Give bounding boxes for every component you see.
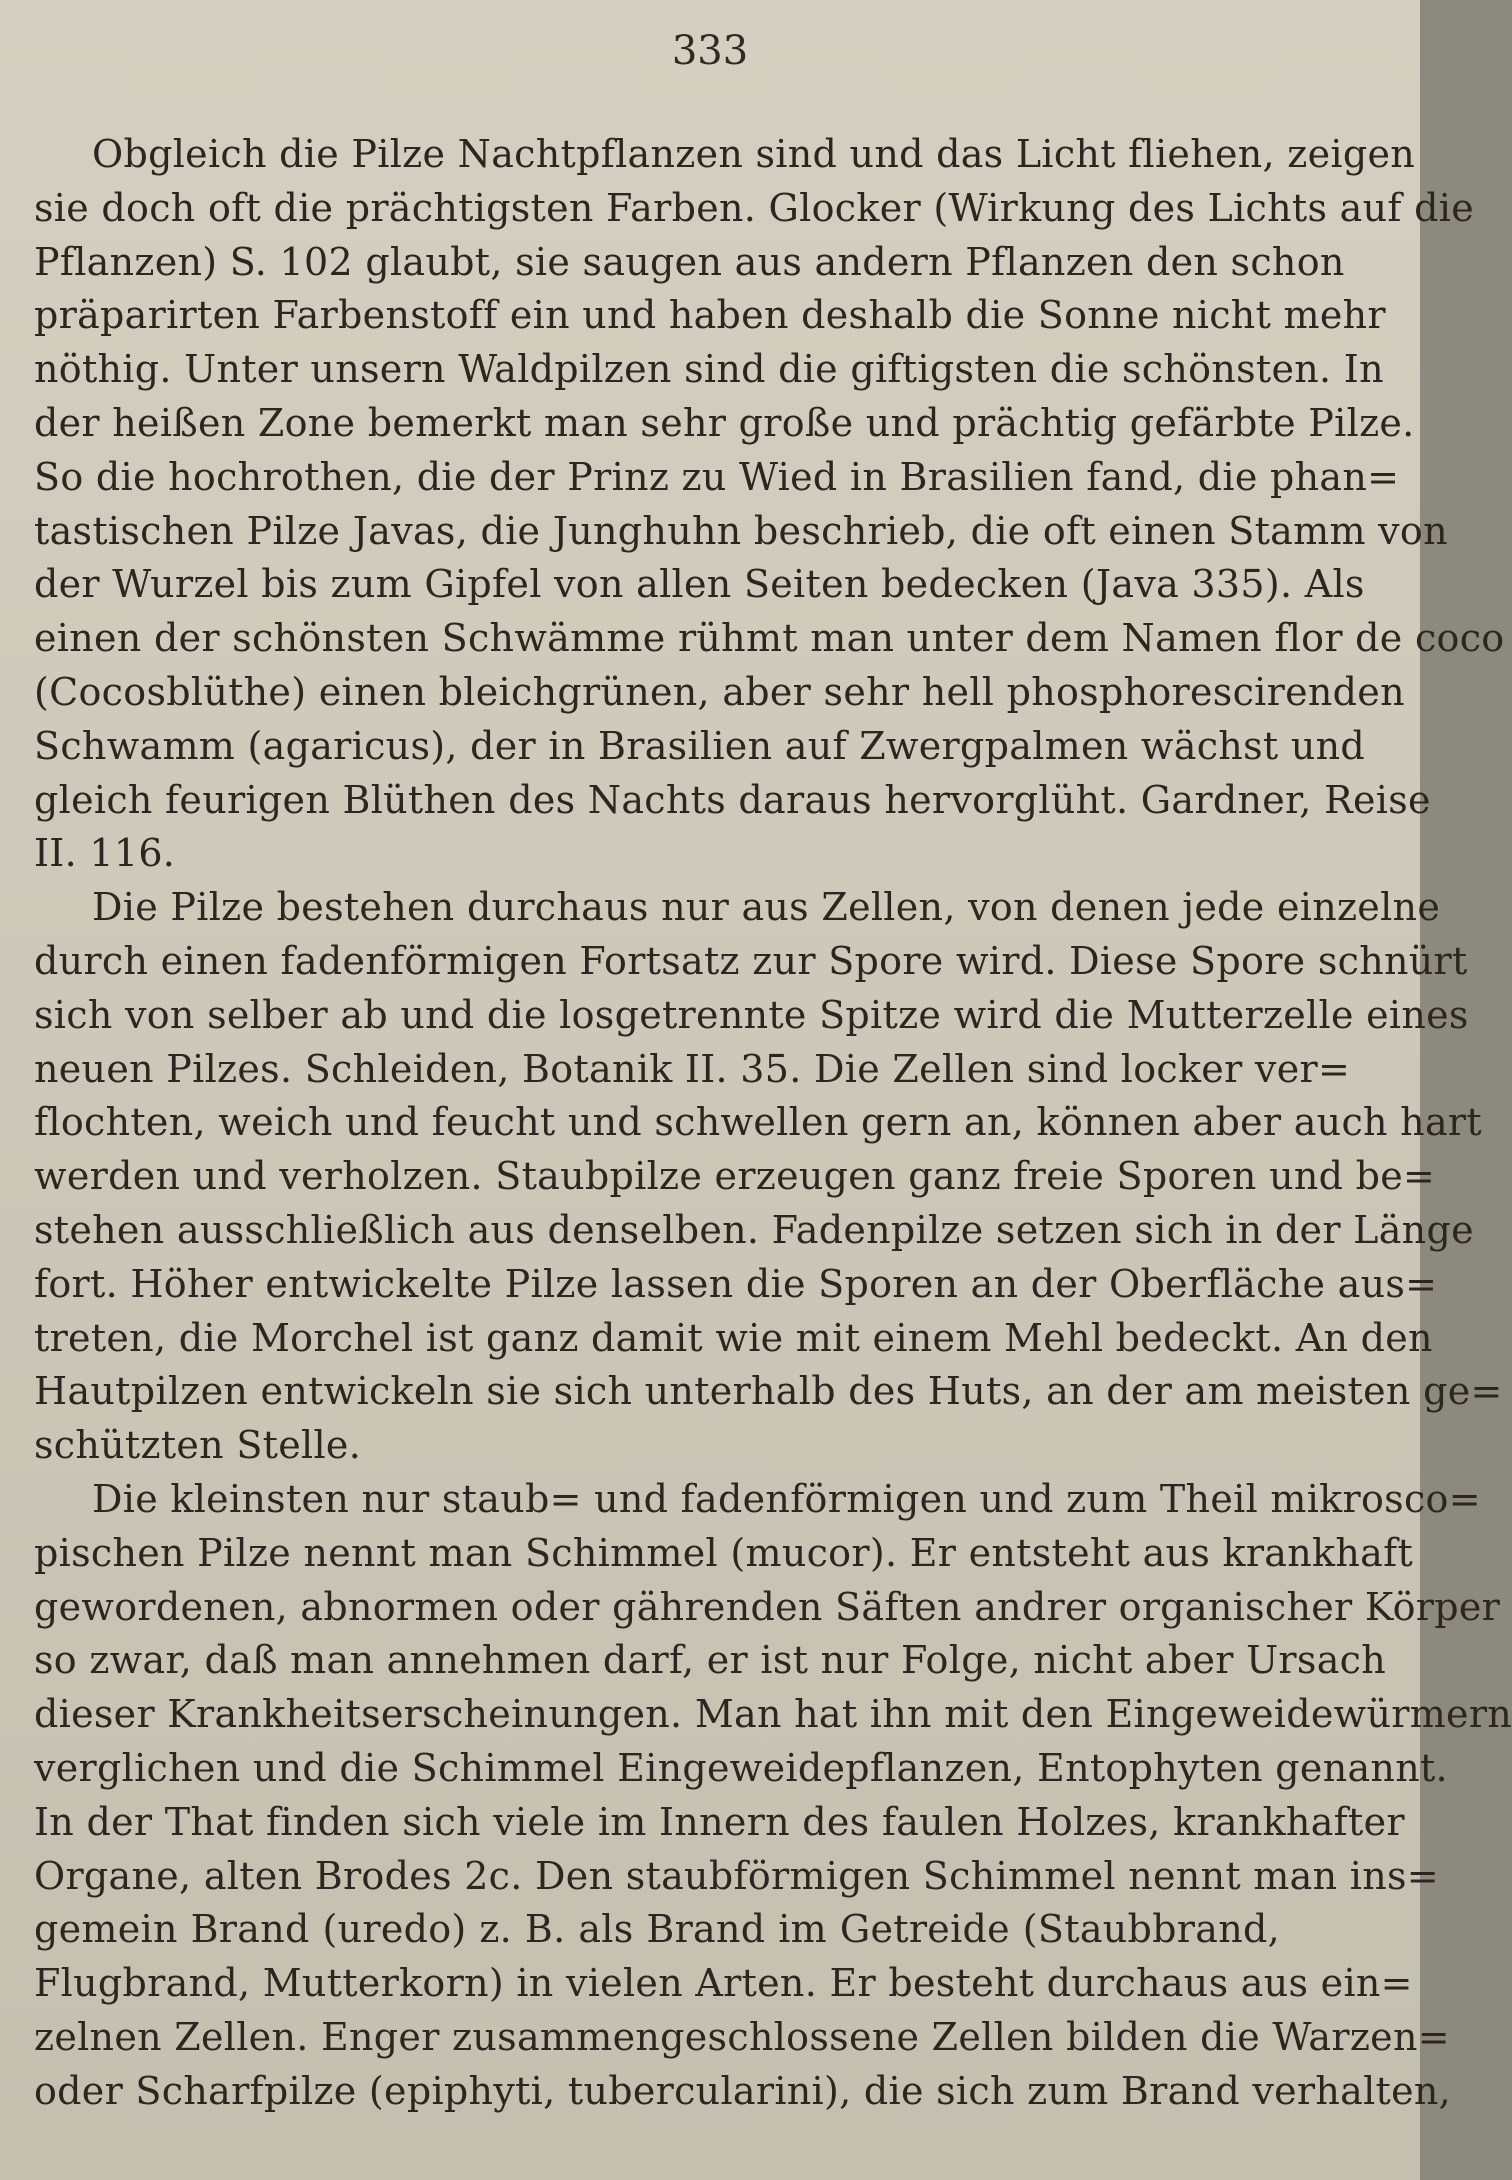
text-line: dieser Krankheitserscheinungen. Man hat ihn mit den Eingeweidewürmern	[34, 1692, 1512, 1737]
text-line: tastischen Pilze Javas, die Junghuhn beschrieb, die oft einen Stamm von	[34, 508, 1448, 553]
text-line: Organe, alten Brodes 2c. Den staubförmigen Schimmel nennt man ins=	[34, 1853, 1439, 1898]
text-line: sich von selber ab und die losgetrennte Spitze wird die Mutterzelle eines	[34, 992, 1469, 1037]
text-line: Flugbrand, Mutterkorn) in vielen Arten. Er besteht durchaus aus ein=	[34, 1961, 1413, 2006]
text-line: Die kleinsten nur staub= und fadenförmigen und zum Theil mikrosco=	[92, 1476, 1481, 1521]
text-line: werden und verholzen. Staubpilze erzeugen ganz freie Sporen und be=	[34, 1154, 1436, 1199]
text-line: sie doch oft die prächtigsten Farben. Glocker (Wirkung des Lichts auf die	[34, 185, 1474, 230]
page-number: 333	[671, 28, 749, 74]
text-line: gewordenen, abnormen oder gährenden Säften andrer organischer Körper	[34, 1584, 1501, 1629]
text-line: treten, die Morchel ist ganz damit wie mit einem Mehl bedeckt. An den	[34, 1315, 1433, 1360]
text-line: gemein Brand (uredo) z. B. als Brand im Getreide (Staubbrand,	[34, 1907, 1280, 1952]
text-line: so zwar, daß man annehmen darf, er ist nur Folge, nicht aber Ursach	[34, 1638, 1387, 1683]
text-line: flochten, weich und feucht und schwellen gern an, können aber auch hart	[34, 1100, 1482, 1145]
text-line: II. 116.	[34, 831, 176, 876]
text-line: Die Pilze bestehen durchaus nur aus Zellen, von denen jede einzelne	[92, 885, 1441, 930]
text-line: stehen ausschließlich aus denselben. Fadenpilze setzen sich in der Länge	[34, 1207, 1474, 1252]
text-line: Hautpilzen entwickeln sie sich unterhalb des Huts, an der am meisten ge=	[34, 1369, 1503, 1414]
text-line: verglichen und die Schimmel Eingeweidepflanzen, Entophyten genannt.	[34, 1745, 1448, 1790]
text-line: durch einen fadenförmigen Fortsatz zur Spore wird. Diese Spore schnürt	[34, 938, 1468, 983]
text-line: zelnen Zellen. Enger zusammengeschlossene Zellen bilden die Warzen=	[34, 2014, 1450, 2059]
text-line: Pflanzen) S. 102 glaubt, sie saugen aus andern Pflanzen den schon	[34, 239, 1345, 284]
text-line: Obgleich die Pilze Nachtpflanzen sind und das Licht fliehen, zeigen	[92, 132, 1416, 176]
text-line: gleich feurigen Blüthen des Nachts daraus hervorglüht. Gardner, Reise	[34, 777, 1431, 822]
text-line: Schwamm (agaricus), der in Brasilien auf Zwergpalmen wächst und	[34, 723, 1365, 768]
text-line: neuen Pilzes. Schleiden, Botanik II. 35. Die Zellen sind locker ver=	[34, 1046, 1351, 1091]
text-line: präparirten Farbenstoff ein und haben deshalb die Sonne nicht mehr	[34, 293, 1386, 338]
text-line: der Wurzel bis zum Gipfel von allen Seiten bedecken (Java 335). Als	[34, 562, 1365, 607]
text-line: nöthig. Unter unsern Waldpilzen sind die giftigsten die schönsten. In	[34, 347, 1384, 392]
text-line: fort. Höher entwickelte Pilze lassen die Sporen an der Oberfläche aus=	[34, 1261, 1438, 1306]
text-line: pischen Pilze nennt man Schimmel (mucor). Er entsteht aus krankhaft	[34, 1530, 1414, 1575]
text-line: So die hochrothen, die der Prinz zu Wied in Brasilien fand, die phan=	[34, 454, 1400, 499]
text-line: oder Scharfpilze (epiphyti, tubercularini), die sich zum Brand verhalten,	[34, 2068, 1452, 2113]
text-line: der heißen Zone bemerkt man sehr große und prächtig gefärbte Pilze.	[34, 400, 1415, 445]
body-text	[34, 128, 1512, 2118]
text-line: schützten Stelle.	[34, 1423, 362, 1468]
text-line: einen der schönsten Schwämme rühmt man unter dem Namen flor de coco	[34, 616, 1505, 661]
text-line: (Cocosblüthe) einen bleichgrünen, aber sehr hell phosphorescirenden	[34, 669, 1405, 714]
text-line: In der That finden sich viele im Innern des faulen Holzes, krankhafter	[34, 1799, 1405, 1844]
